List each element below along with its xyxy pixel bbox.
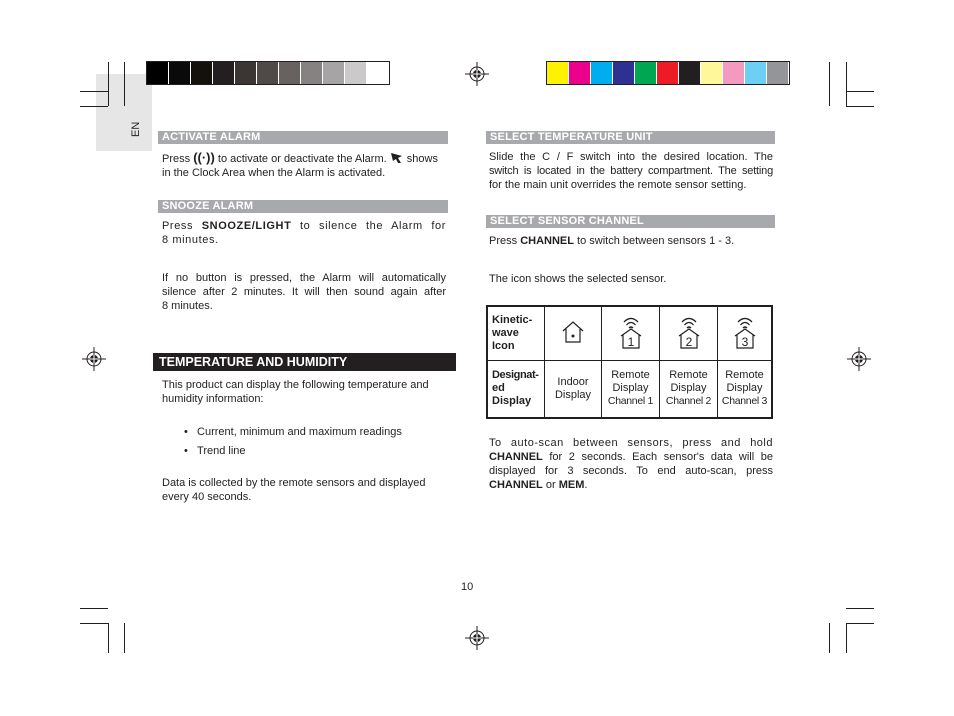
crop-mark (108, 623, 109, 653)
svg-text:1: 1 (627, 334, 634, 349)
registration-mark-icon (82, 347, 106, 371)
remote-sensor-3-icon (732, 314, 758, 350)
svg-text:3: 3 (741, 334, 748, 349)
color-swatch (701, 62, 723, 84)
table-cell: Remote Display Channel 3 (718, 360, 773, 418)
crop-mark (846, 623, 847, 653)
language-label: EN (130, 121, 142, 137)
info-bullet-list (184, 425, 444, 458)
list-item: • Current, minimum and maximum readings (184, 426, 402, 438)
select-unit-text: Slide the C / F switch into the desired location. The switch is located in the battery compartment. The setting for the main unit overrides the remote sensor setting. (489, 151, 773, 191)
alarm-symbol-icon: ((·)) (193, 150, 215, 165)
house-icon (560, 319, 586, 345)
color-swatch (679, 62, 701, 84)
section-heading-select-sensor-channel: SELECT SENSOR CHANNEL (486, 215, 775, 228)
grayscale-swatch (279, 62, 301, 84)
section-heading-activate-alarm: ACTIVATE ALARM (158, 131, 448, 144)
crop-mark (80, 608, 108, 609)
registration-mark-icon (465, 626, 489, 650)
color-swatch (723, 62, 745, 84)
temp-humidity-intro: This product can display the following temperature and humidity information: (162, 379, 429, 405)
color-calibration-bar (546, 61, 790, 85)
svg-text:2: 2 (685, 334, 692, 349)
grayscale-swatch (147, 62, 169, 84)
grayscale-swatch (191, 62, 213, 84)
crop-mark (124, 623, 125, 653)
table-cell: Indoor Display (545, 360, 602, 418)
row-header-icon: Kinetic- wave Icon (487, 306, 545, 360)
snooze-timeout-text: If no button is pressed, the Alarm will automatically silence after 2 minutes. It will then sound again after 8 minutes. (162, 272, 446, 312)
section-heading-select-temperature-unit: SELECT TEMPERATURE UNIT (486, 131, 775, 144)
table-cell (660, 306, 718, 360)
section-heading-snooze-alarm: SNOOZE ALARM (158, 200, 448, 213)
crop-mark (829, 623, 830, 653)
color-swatch (767, 62, 789, 84)
snooze-alarm-text: Press SNOOZE/LIGHT to silence the Alarm for 8 minutes. (162, 220, 447, 246)
color-swatch (547, 62, 569, 84)
color-swatch (613, 62, 635, 84)
crop-mark (829, 62, 830, 106)
registration-mark-icon (465, 62, 489, 86)
grayscale-calibration-bar (146, 61, 390, 85)
remote-sensor-2-icon (676, 314, 702, 350)
table-cell (545, 306, 602, 360)
table-cell (602, 306, 660, 360)
select-channel-text: Press CHANNEL to switch between sensors 1 - 3. (489, 235, 735, 247)
grayscale-swatch (367, 62, 389, 84)
sensor-icon-table (486, 305, 773, 419)
activate-alarm-text: Press ((·)) to activate or deactivate the Alarm. shows in the Clock Area when the Alarm is activated. (162, 150, 438, 179)
crop-mark (846, 106, 874, 107)
crop-mark (846, 623, 874, 624)
remote-sensor-1-icon (618, 314, 644, 350)
grayscale-swatch (169, 62, 191, 84)
crop-mark (108, 62, 109, 106)
crop-mark (846, 62, 847, 106)
auto-scan-text: To auto-scan between sensors, press and hold CHANNEL for 2 seconds. Each sensor's data will be displayed for 3 seconds. To end auto-scan, press CHANNEL or MEM. (489, 437, 773, 491)
table-cell: Remote Display Channel 1 (602, 360, 660, 418)
color-swatch (591, 62, 613, 84)
crop-mark (124, 62, 125, 106)
crop-mark (80, 91, 108, 92)
color-swatch (745, 62, 767, 84)
grayscale-swatch (257, 62, 279, 84)
crop-mark (80, 106, 108, 107)
crop-mark (846, 608, 874, 609)
table-cell: Remote Display Channel 2 (660, 360, 718, 418)
data-collection-text: Data is collected by the remote sensors and displayed every 40 seconds. (162, 477, 426, 503)
color-swatch (569, 62, 591, 84)
list-item: • Trend line (184, 445, 246, 457)
grayscale-swatch (301, 62, 323, 84)
grayscale-swatch (345, 62, 367, 84)
bell-icon (390, 152, 404, 164)
color-swatch (635, 62, 657, 84)
grayscale-swatch (235, 62, 257, 84)
color-swatch (657, 62, 679, 84)
page-number: 10 (461, 581, 474, 593)
row-header-display: Designat- ed Display (487, 360, 545, 418)
section-heading-temperature-humidity: TEMPERATURE AND HUMIDITY (153, 353, 456, 371)
registration-mark-icon (847, 347, 871, 371)
crop-mark (80, 623, 108, 624)
crop-mark (846, 91, 874, 92)
grayscale-swatch (323, 62, 345, 84)
selected-sensor-text: The icon shows the selected sensor. (489, 273, 667, 285)
table-cell (718, 306, 773, 360)
grayscale-swatch (213, 62, 235, 84)
